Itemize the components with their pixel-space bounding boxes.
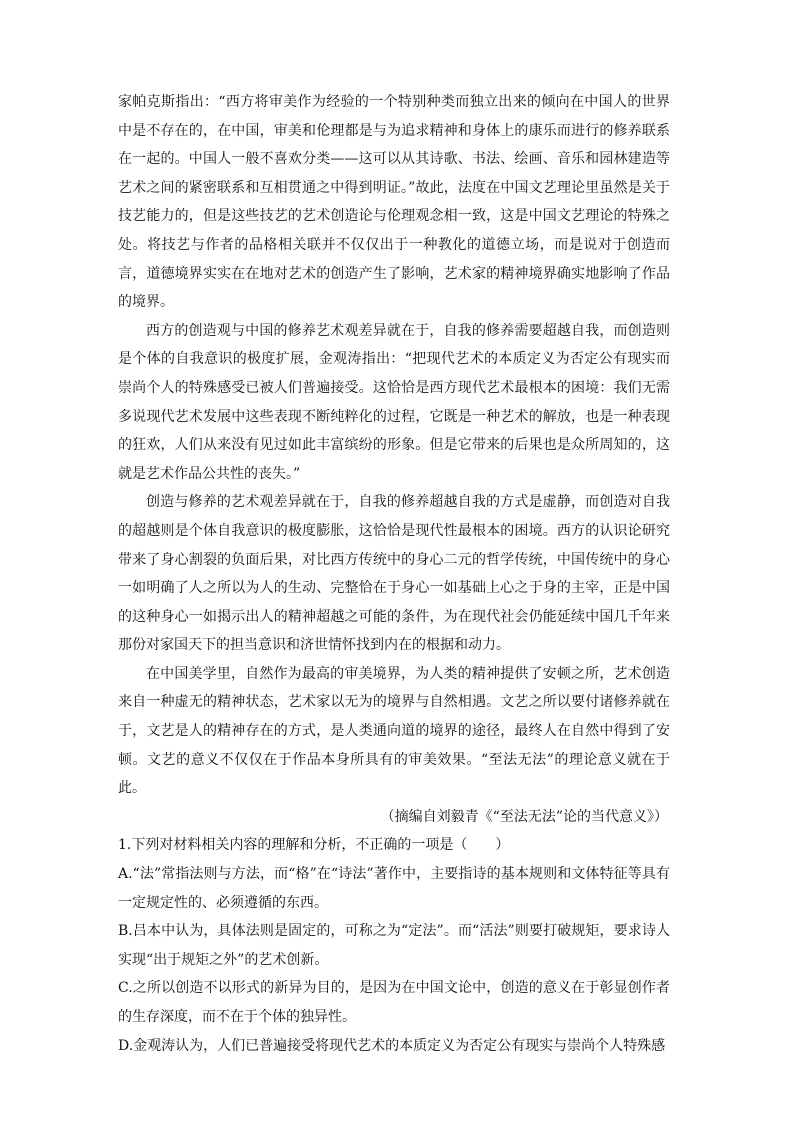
article-paragraph-3: 创造与修养的艺术观差异就在于，自我的修养超越自我的方式是虚静，而创造对自我的超越则是个体自我意识的极度膨胀，这恰恰是现代性最根本的困境。西方的认识论研究带来了身心割裂的负面后果，对比西方传统中的身心二元的哲学传统，中国传统中的身心一如明确了人之所以为人的生动、完整恰在于身心一如基础上心之于身的主宰，正是中国的这种身心一如揭示出人的精神超越之可能的条件，为在现代社会仍能延续中国几千年来那份对家国天下的担当意识和济世情怀找到内在的根据和动力。	[118, 494, 670, 654]
question-stem: 1.下列对材料相关内容的理解和分析，不正确的一项是（ ）	[118, 837, 510, 854]
article-paragraph-1: 家帕克斯指出：“西方将审美作为经验的一个特别种类而独立出来的倾向在中国人的世界中是不存在的，在中国，审美和伦理都是与为追求精神和身体上的康乐而进行的修养联系在一起的。中国人一般不喜欢分类——这可以从其诗歌、书法、绘画、音乐和园林建造等艺术之间的紧密联系和互相贯通之中得到明证。”故此，法度在中国文艺理论里虽然是关于技艺能力的，但是这些技艺的艺术创造论与伦理观念相一致，这是中国文艺理论的特殊之处。将技艺与作者的品格相关联并不仅仅出于一种教化的道德立场，而是说对于创造而言，道德境界实实在在地对艺术的创造产生了影响，艺术家的精神境界确实地影响了作品的境界。	[118, 94, 670, 311]
question-option-c: C.之所以创造不以形式的新异为目的，是因为在中国文论中，创造的意义在于彰显创作者的生存深度，而不在于个体的独异性。	[118, 980, 670, 1025]
document-page	[118, 88, 670, 1060]
question-option-b: B.吕本中认为，具体法则是固定的，可称之为“定法”。而“活法”则要打破规矩，要求诗人实现“出于规矩之外”的艺术创新。	[118, 923, 670, 968]
article-paragraph-4: 在中国美学里，自然作为最高的审美境界，为人类的精神提供了安顿之所，艺术创造来自一种虚无的精神状态，艺术家以无为的境界与自然相遇。文艺之所以要付诸修养就在于，文艺是人的精神存在的方式，是人类通向道的境界的途径，最终人在自然中得到了安顿。文艺的意义不仅仅在于作品本身所具有的审美效果。“至法无法”的理论意义就在于此。	[118, 665, 670, 797]
question-option-d: D.金观涛认为，人们已普遍接受将现代艺术的本质定义为否定公有现实与崇尚个人特殊感	[118, 1037, 666, 1054]
article-paragraph-2: 西方的创造观与中国的修养艺术观差异就在于，自我的修养需要超越自我，而创造则是个体的自我意识的极度扩展，金观涛指出：“把现代艺术的本质定义为否定公有现实而崇尚个人的特殊感受已被人们普遍接受。这恰恰是西方现代艺术最根本的困境：我们无需多说现代艺术发展中这些表现不断纯粹化的过程，它既是一种艺术的解放，也是一种表现的狂欢，人们从来没有见过如此丰富缤纷的形象。但是它带来的后果也是众所周知的，这就是艺术作品公共性的丧失。”	[118, 322, 670, 482]
article-source: （摘编自刘毅青《“至法无法”论的当代意义》）	[380, 808, 668, 825]
question-option-a: A.“法”常指法则与方法，而“格”在“诗法”著作中，主要指诗的基本规则和文体特征等具有一定规定性的、必须遵循的东西。	[118, 866, 670, 911]
